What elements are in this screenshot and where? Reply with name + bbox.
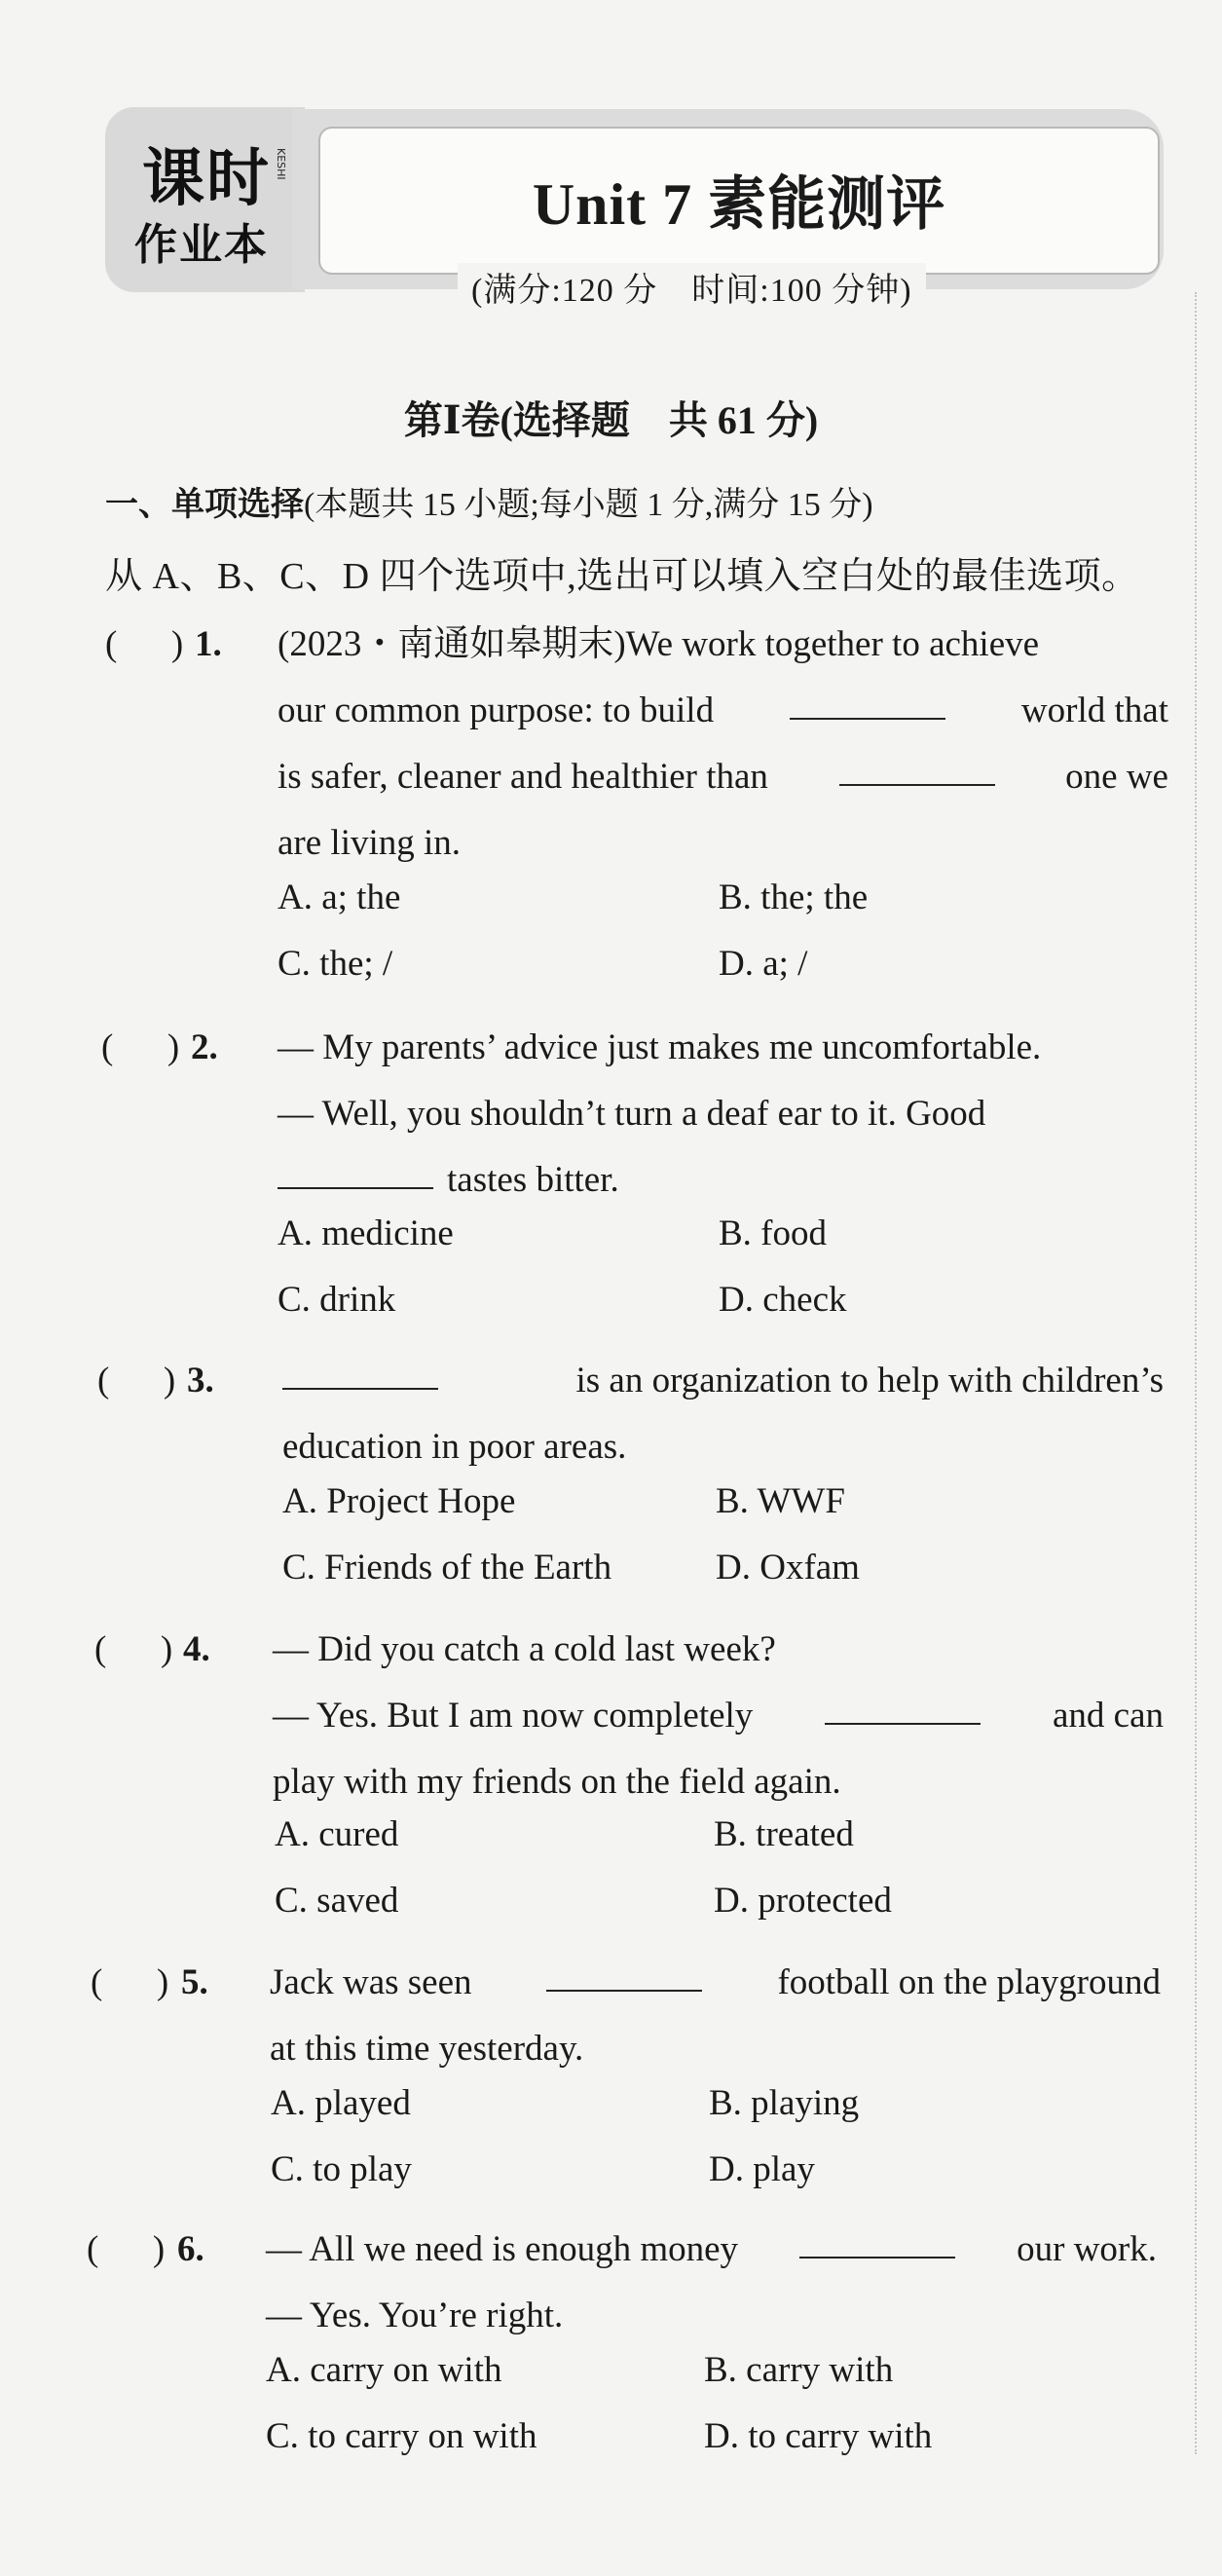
option-d[interactable]: D. protected [714, 1881, 892, 1921]
answer-bracket[interactable]: ( ) [87, 2229, 166, 2269]
option-d[interactable]: D. check [719, 1280, 847, 1320]
stem-line [278, 678, 1168, 744]
question-stem [278, 1015, 1168, 1213]
stem-line [278, 1147, 1168, 1213]
stem-line [273, 1683, 1164, 1749]
stem-text: at this time yesterday. [270, 2029, 584, 2069]
stem-line [270, 1950, 1161, 2016]
stem-line [278, 612, 1168, 678]
option-b[interactable]: B. carry with [704, 2350, 894, 2390]
option-a[interactable]: A. medicine [278, 1213, 454, 1253]
option-a[interactable]: A. a; the [278, 877, 401, 917]
option-a[interactable]: A. Project Hope [282, 1481, 516, 1521]
stem-line [266, 2283, 1157, 2349]
stem-line [270, 2016, 1161, 2082]
stem-text: world that [1020, 691, 1168, 730]
option-a[interactable]: A. cured [275, 1814, 399, 1854]
answer-bracket[interactable]: ( ) [97, 1361, 176, 1400]
answer-blank[interactable] [790, 678, 945, 720]
stem-line [273, 1617, 1164, 1683]
stem-text: education in poor areas. [282, 1427, 627, 1467]
stem-text: football on the playground [777, 1962, 1161, 2002]
instructions: 从 A、B、C、D 四个选项中,选出可以填入空白处的最佳选项。 [105, 556, 1139, 597]
option-d[interactable]: D. a; / [719, 944, 808, 984]
answer-blank[interactable] [799, 2217, 955, 2259]
stem-text: — Well, you shouldn’t turn a deaf ear to it. Good [278, 1094, 986, 1134]
part-note: (本题共 15 小题;每小题 1 分,满分 15 分) [304, 487, 873, 523]
unit-title: Unit 7 素能测评 [532, 172, 946, 237]
logo-small-text: KESHI [275, 148, 287, 180]
answer-blank[interactable] [825, 1683, 981, 1725]
answer-blank[interactable] [546, 1950, 702, 1992]
answer-bracket[interactable]: ( ) [91, 1962, 169, 2002]
question-stem [270, 1950, 1161, 2082]
question-number: 6. [177, 2229, 204, 2269]
stem-text: Jack was seen [270, 1962, 472, 2002]
section-heading: 第Ⅰ卷(选择题 共 61 分) [403, 398, 819, 442]
stem-line [282, 1348, 1164, 1414]
option-b[interactable]: B. the; the [719, 877, 869, 917]
title-box [318, 127, 1160, 275]
answer-blank[interactable] [282, 1348, 438, 1390]
answer-blank[interactable] [278, 1147, 433, 1189]
stem-text: — Yes. You’re right. [266, 2296, 564, 2335]
stem-line [266, 2217, 1157, 2283]
question-stem [282, 1348, 1164, 1480]
question-number: 5. [181, 1962, 208, 2002]
part-title: 一、单项选择 [105, 485, 304, 524]
part-heading [105, 477, 873, 525]
stem-text: — Did you catch a cold last week? [273, 1629, 776, 1669]
stem-text: tastes bitter. [447, 1160, 619, 1200]
question-stem [273, 1617, 1164, 1815]
stem-text: are living in. [278, 823, 462, 863]
margin-rule [1195, 292, 1197, 2454]
question-number: 1. [195, 624, 222, 664]
stem-text: (2023・南通如皋期末)We work together to achieve [278, 624, 1040, 664]
question-number: 2. [191, 1027, 218, 1067]
option-d[interactable]: D. to carry with [704, 2416, 933, 2456]
stem-line [282, 1414, 1164, 1480]
question-stem [278, 612, 1168, 877]
stem-text: our work. [1017, 2229, 1157, 2269]
stem-line [278, 1081, 1168, 1147]
option-b[interactable]: B. WWF [716, 1481, 845, 1521]
stem-text: — Yes. But I am now completely [273, 1696, 754, 1736]
stem-text: our common purpose: to build [278, 691, 715, 730]
question-number: 4. [183, 1629, 210, 1669]
stem-text: — My parents’ advice just makes me uncomfortable. [278, 1027, 1042, 1067]
keshi-logo [105, 107, 305, 292]
stem-text: — All we need is enough money [266, 2229, 739, 2269]
stem-text: one we [1065, 757, 1168, 797]
stem-text: play with my friends on the field again. [273, 1762, 841, 1802]
answer-blank[interactable] [839, 744, 995, 786]
option-b[interactable]: B. food [719, 1213, 827, 1253]
stem-line [273, 1749, 1164, 1815]
stem-text: and can [1052, 1696, 1164, 1736]
option-d[interactable]: D. play [709, 2149, 815, 2189]
option-c[interactable]: C. the; / [278, 944, 393, 984]
answer-bracket[interactable]: ( ) [101, 1027, 180, 1067]
stem-text: is an organization to help with children’s [575, 1361, 1164, 1400]
stem-text: is safer, cleaner and healthier than [278, 757, 768, 797]
option-c[interactable]: C. saved [275, 1881, 399, 1921]
stem-line [278, 744, 1168, 810]
logo-top-text: 课时 [142, 143, 271, 215]
option-d[interactable]: D. Oxfam [716, 1548, 860, 1587]
logo-bottom-text: 作业本 [134, 220, 269, 270]
option-c[interactable]: C. to play [271, 2149, 412, 2189]
option-b[interactable]: B. treated [714, 1814, 854, 1854]
option-c[interactable]: C. to carry on with [266, 2416, 537, 2456]
option-a[interactable]: A. played [271, 2083, 411, 2123]
option-a[interactable]: A. carry on with [266, 2350, 502, 2390]
option-c[interactable]: C. drink [278, 1280, 396, 1320]
question-number: 3. [187, 1361, 214, 1400]
stem-line [278, 1015, 1168, 1081]
stem-line [278, 810, 1168, 877]
answer-bracket[interactable]: ( ) [105, 624, 184, 664]
question-stem [266, 2217, 1157, 2349]
option-c[interactable]: C. Friends of the Earth [282, 1548, 612, 1587]
option-b[interactable]: B. playing [709, 2083, 860, 2123]
score-time-note: (满分:120 分 时间:100 分钟) [458, 263, 926, 311]
answer-bracket[interactable]: ( ) [94, 1629, 173, 1669]
